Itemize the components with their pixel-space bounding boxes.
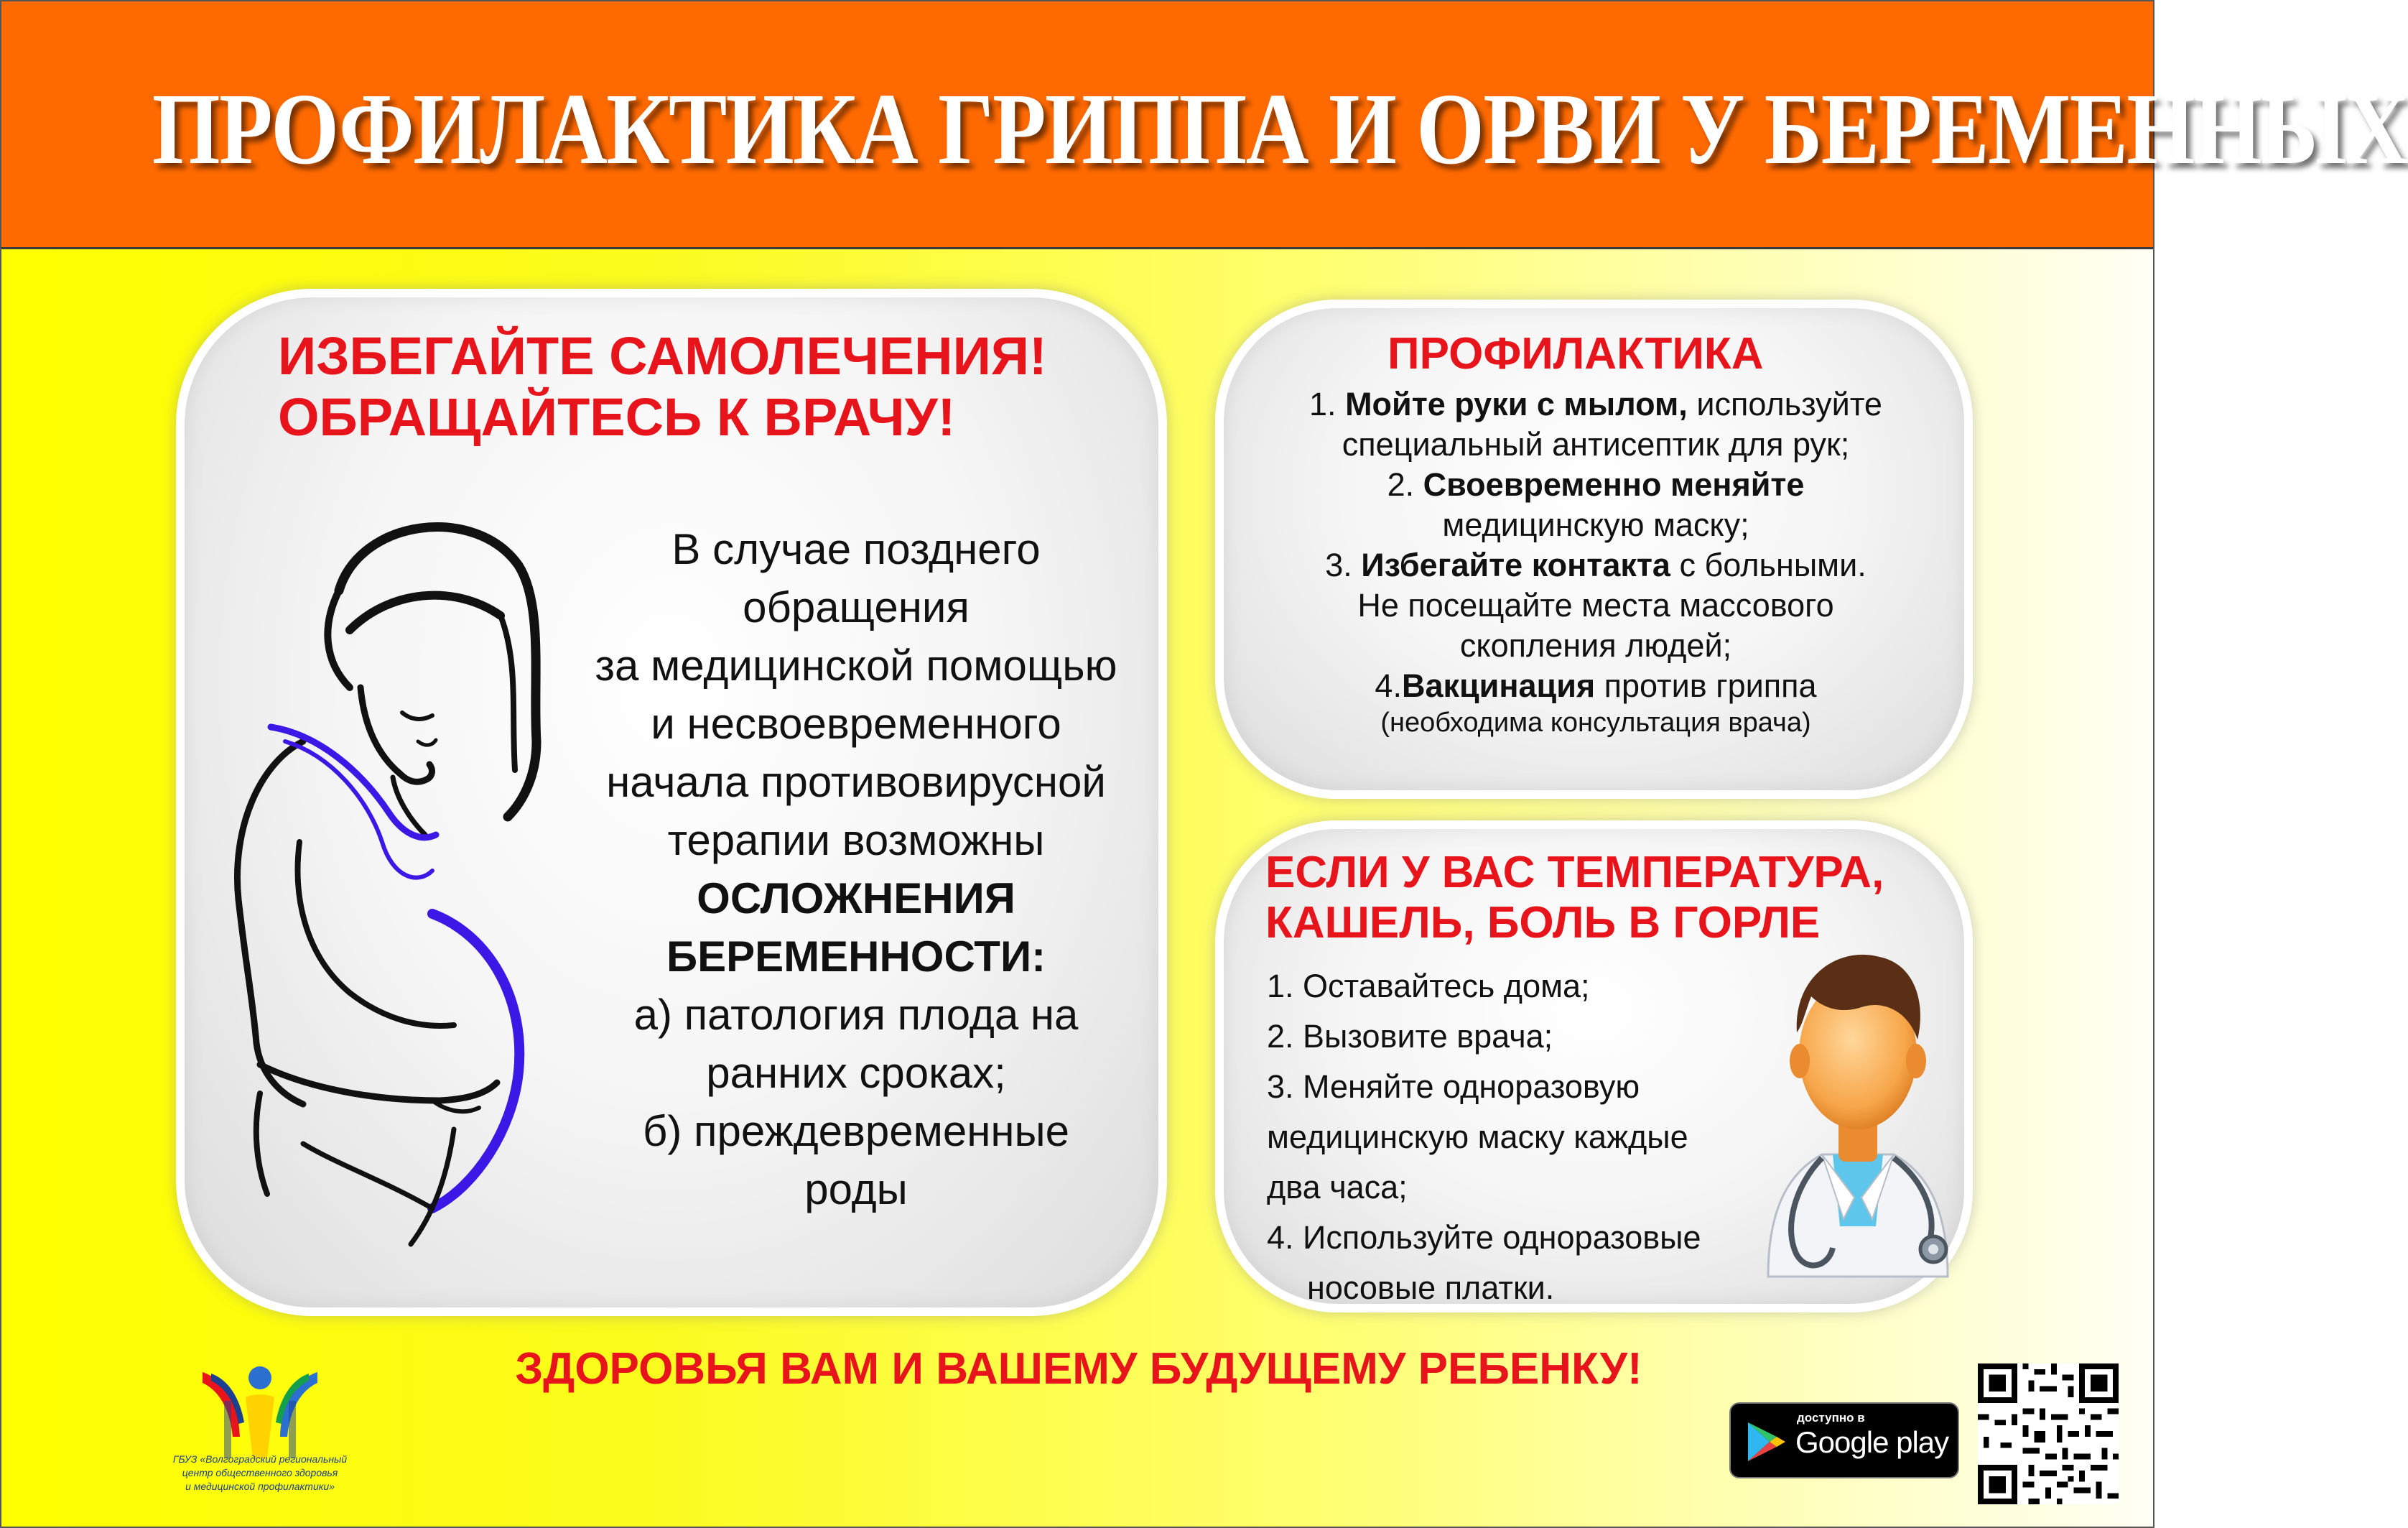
header-banner — [1, 1, 2408, 249]
prophylaxis-heading: ПРОФИЛАКТИКА — [1387, 329, 1764, 379]
prophylaxis-item-4: 4.Вакцинация против гриппа — [1375, 667, 1817, 704]
body-line: за медицинской помощью — [595, 642, 1117, 690]
organization-name: ГБУЗ «Волгоградский региональный центр общественного здоровья и медицинской профилактики» — [172, 1453, 348, 1492]
organization-logo — [195, 1358, 325, 1466]
symptoms-item: носовые платки. — [1307, 1269, 1555, 1306]
symptoms-item: 2. Вызовите врача; — [1267, 1018, 1553, 1055]
prophylaxis-item-2-cont: медицинскую маску; — [1442, 506, 1749, 543]
symptoms-item: два часа; — [1267, 1169, 1408, 1205]
complication-item: б) преждевременные — [642, 1107, 1070, 1155]
store-badge-name: Google play — [1795, 1425, 1949, 1459]
symptoms-item: медицинскую маску каждые — [1267, 1119, 1688, 1155]
self-treatment-heading-2: ОБРАЩАЙТЕСЬ К ВРАЧУ! — [278, 387, 956, 447]
footer-slogan: ЗДОРОВЬЯ ВАМ И ВАШЕМУ БУДУЩЕМУ РЕБЕНКУ! — [515, 1344, 1642, 1394]
google-play-badge[interactable] — [1729, 1402, 1959, 1478]
body-line: В случае позднего — [671, 525, 1041, 573]
prophylaxis-item-1-cont: специальный антисептик для рук; — [1342, 426, 1850, 463]
prophylaxis-list — [1237, 384, 1955, 739]
body-line: начала противовирусной — [606, 758, 1106, 806]
store-badge-caption: доступно в — [1797, 1411, 1865, 1425]
complications-title: БЕРЕМЕННОСТИ: — [666, 932, 1046, 981]
symptoms-item: 1. Оставайтесь дома; — [1267, 968, 1590, 1004]
prophylaxis-item-4-note: (необходима консультация врача) — [1380, 708, 1811, 738]
body-line: и несвоевременного — [651, 700, 1061, 748]
complication-item: ранних сроках; — [706, 1049, 1006, 1097]
symptoms-heading-1: ЕСЛИ У ВАС ТЕМПЕРАТУРА, — [1265, 848, 1884, 897]
symptoms-list — [1267, 961, 1770, 1313]
prophylaxis-item-3-cont: Не посещайте места массового — [1357, 587, 1834, 624]
body-line: обращения — [743, 583, 970, 631]
self-treatment-text — [558, 520, 1154, 1218]
symptoms-heading-2: КАШЕЛЬ, БОЛЬ В ГОРЛЕ — [1265, 898, 1821, 948]
prophylaxis-item-1: 1. Мойте руки с мылом, используйте — [1309, 386, 1882, 422]
symptoms-item: 4. Используйте одноразовые — [1267, 1219, 1701, 1256]
prophylaxis-item-2: 2. Своевременно меняйте — [1387, 466, 1805, 503]
complication-item: роды — [804, 1165, 908, 1213]
body-line: терапии возможны — [667, 816, 1045, 864]
pregnant-woman-illustration — [217, 497, 590, 1266]
qr-code[interactable] — [1978, 1363, 2119, 1504]
prophylaxis-item-3: 3. Избегайте контакта с больными. — [1325, 547, 1867, 583]
self-treatment-heading-1: ИЗБЕГАЙТЕ САМОЛЕЧЕНИЯ! — [278, 326, 1047, 386]
google-play-logo — [1745, 1420, 1787, 1464]
symptoms-item: 3. Меняйте одноразовую — [1267, 1068, 1640, 1105]
doctor-illustration — [1754, 939, 1962, 1277]
prophylaxis-item-3-cont: скопления людей; — [1459, 627, 1732, 664]
page-title: ПРОФИЛАКТИКА ГРИППА И ОРВИ У БЕРЕМЕННЫХ — [152, 72, 2408, 185]
complications-title: ОСЛОЖНЕНИЯ — [697, 874, 1015, 922]
complication-item: а) патология плода на — [633, 991, 1079, 1039]
